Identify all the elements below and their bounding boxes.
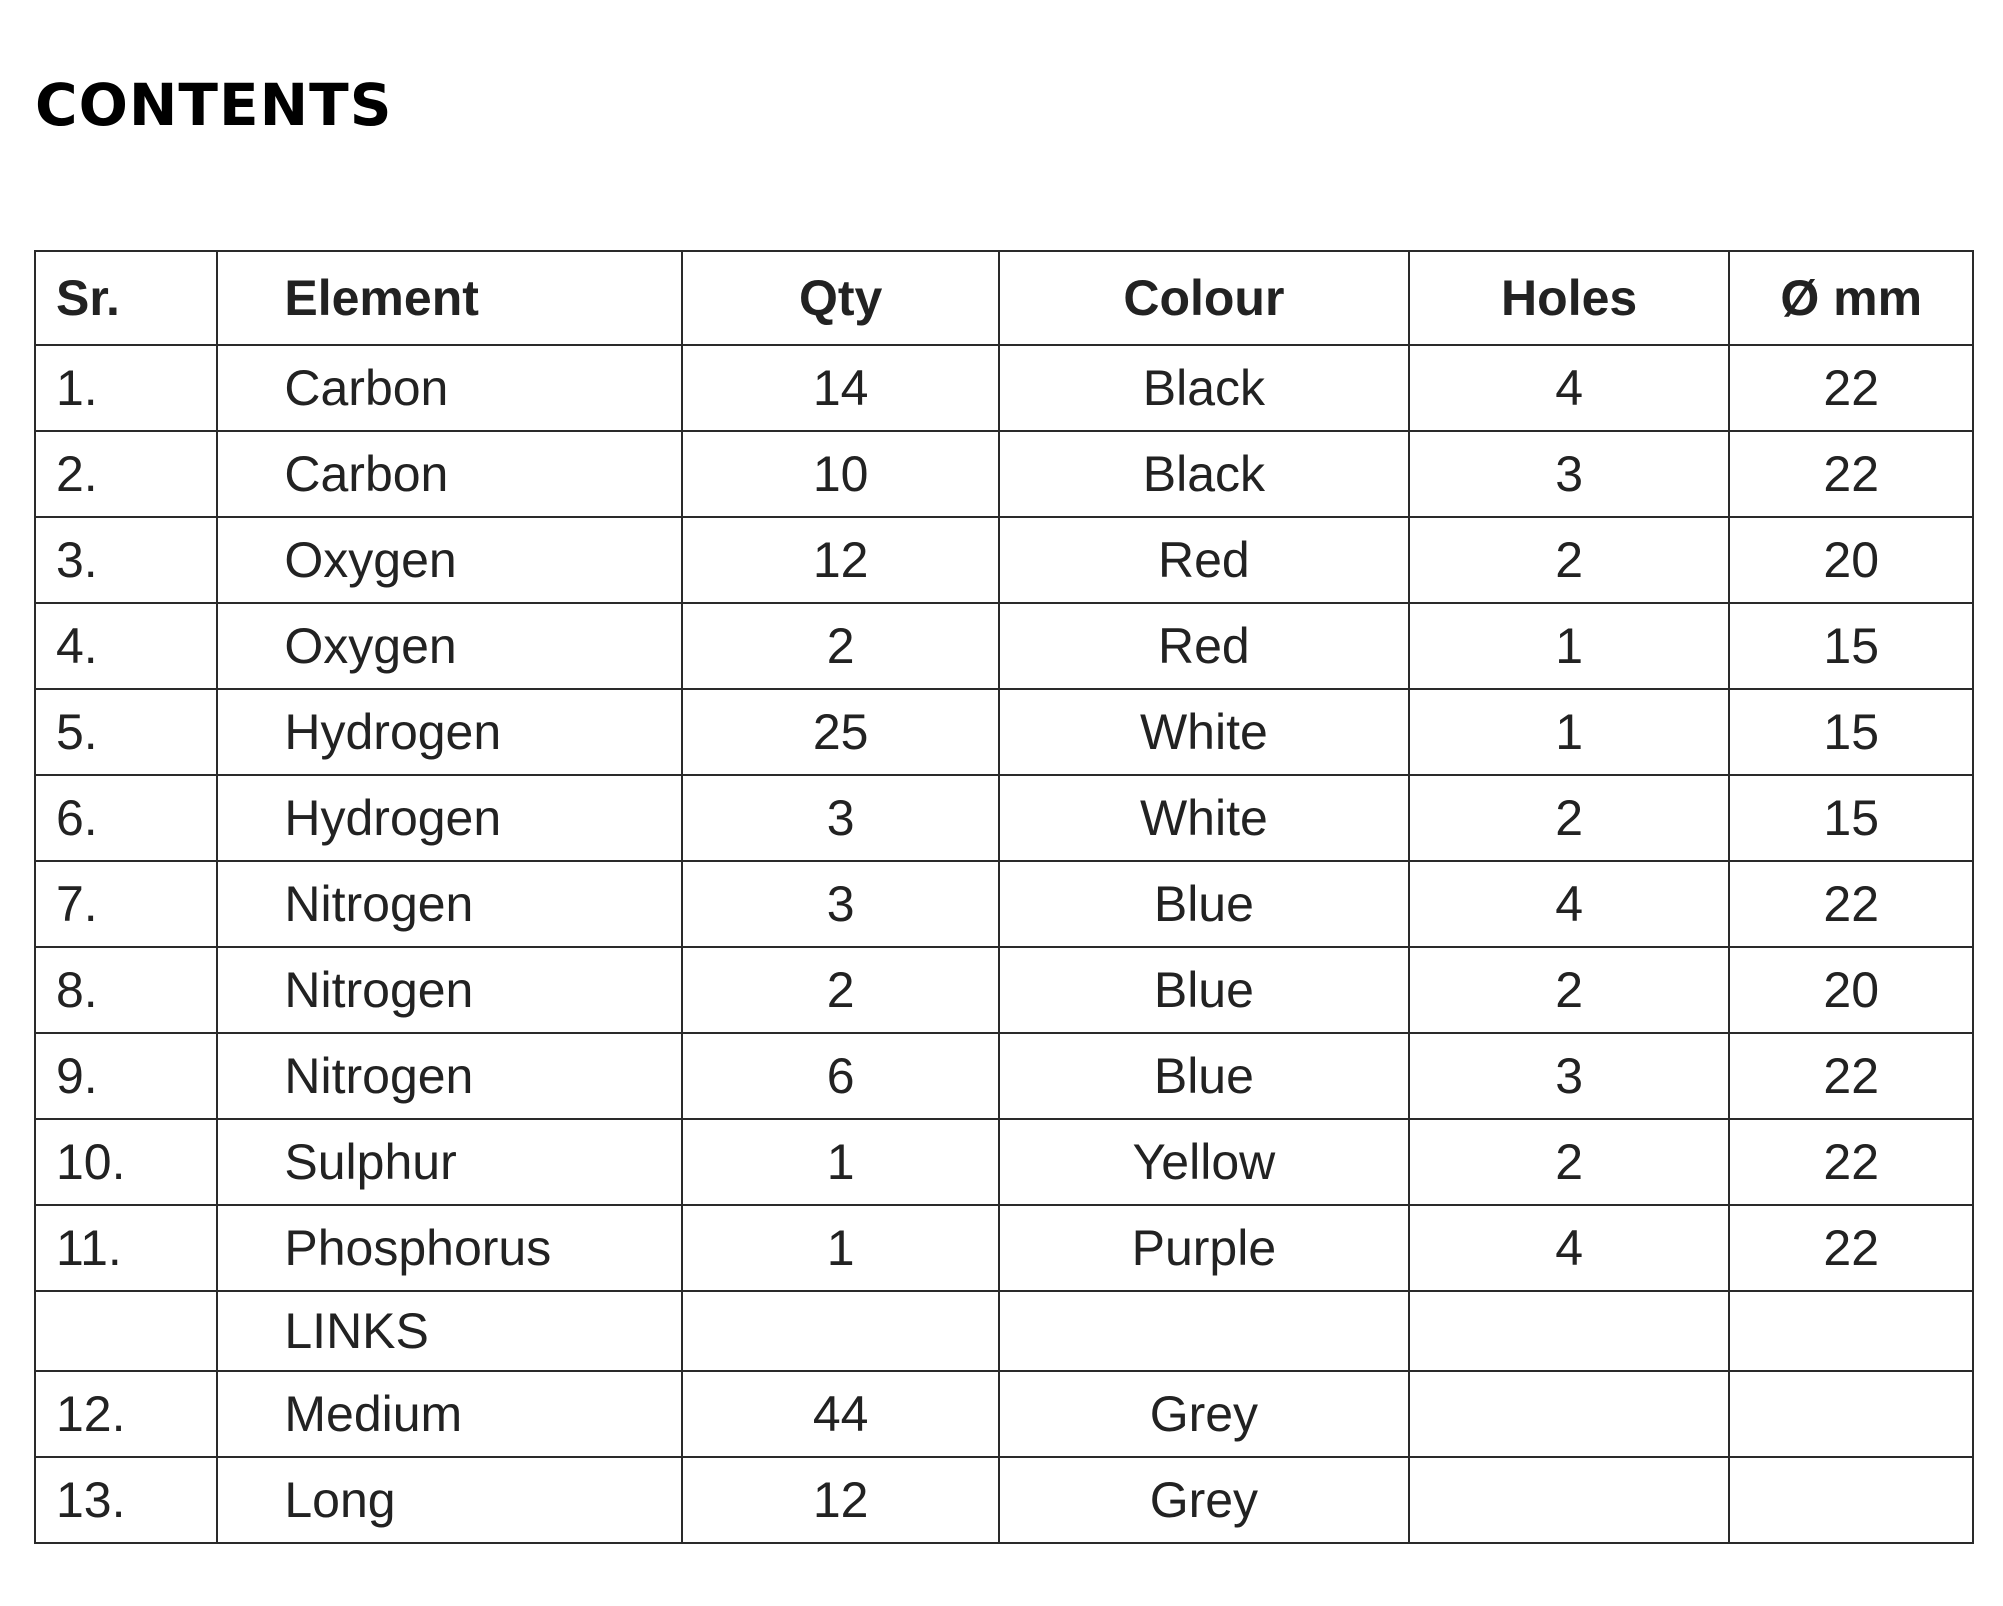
- table-row: [35, 1371, 1973, 1457]
- header-diameter: Ø mm: [1729, 251, 1973, 345]
- empty-cell: [1729, 1291, 1973, 1371]
- cell-colour: Yellow: [999, 1119, 1409, 1205]
- cell-qty: 14: [682, 345, 999, 431]
- cell-holes: 4: [1409, 861, 1730, 947]
- cell-holes: 1: [1409, 603, 1730, 689]
- header-qty: Qty: [682, 251, 999, 345]
- cell-qty: 12: [682, 517, 999, 603]
- cell-colour: Blue: [999, 1033, 1409, 1119]
- table-row: [35, 861, 1973, 947]
- table-row: [35, 689, 1973, 775]
- cell-sr: 7.: [35, 861, 217, 947]
- cell-element: Nitrogen: [217, 947, 682, 1033]
- table-row: [35, 1033, 1973, 1119]
- page-title: CONTENTS: [35, 71, 393, 139]
- table-row: [35, 775, 1973, 861]
- cell-qty: 2: [682, 603, 999, 689]
- cell-element: Oxygen: [217, 603, 682, 689]
- table-row: [35, 345, 1973, 431]
- table-row: [35, 1457, 1973, 1543]
- table-body: [35, 345, 1973, 1543]
- cell-sr: 9.: [35, 1033, 217, 1119]
- cell-element: Medium: [217, 1371, 682, 1457]
- cell-diameter: 22: [1729, 1119, 1973, 1205]
- cell-qty: 25: [682, 689, 999, 775]
- cell-sr: 12.: [35, 1371, 217, 1457]
- empty-cell: [1409, 1291, 1730, 1371]
- section-label: LINKS: [217, 1291, 682, 1371]
- table-row: [35, 1119, 1973, 1205]
- cell-element: Carbon: [217, 431, 682, 517]
- cell-diameter: 15: [1729, 603, 1973, 689]
- cell-holes: 3: [1409, 1033, 1730, 1119]
- cell-holes: 2: [1409, 1119, 1730, 1205]
- cell-diameter: 22: [1729, 861, 1973, 947]
- cell-colour: Purple: [999, 1205, 1409, 1291]
- table-row: [35, 603, 1973, 689]
- cell-qty: 3: [682, 861, 999, 947]
- cell-sr: 13.: [35, 1457, 217, 1543]
- cell-colour: Red: [999, 603, 1409, 689]
- empty-cell: [682, 1291, 999, 1371]
- cell-element: Hydrogen: [217, 689, 682, 775]
- cell-holes: 2: [1409, 947, 1730, 1033]
- cell-colour: White: [999, 775, 1409, 861]
- cell-sr: 6.: [35, 775, 217, 861]
- cell-diameter: 22: [1729, 345, 1973, 431]
- cell-qty: 10: [682, 431, 999, 517]
- cell-qty: 6: [682, 1033, 999, 1119]
- section-row-links: [35, 1291, 1973, 1371]
- cell-diameter: 15: [1729, 689, 1973, 775]
- cell-holes: [1409, 1371, 1730, 1457]
- cell-qty: 2: [682, 947, 999, 1033]
- cell-element: Phosphorus: [217, 1205, 682, 1291]
- cell-qty: 44: [682, 1371, 999, 1457]
- cell-element: Hydrogen: [217, 775, 682, 861]
- header-row: [35, 251, 1973, 345]
- cell-element: Nitrogen: [217, 861, 682, 947]
- cell-colour: Blue: [999, 947, 1409, 1033]
- cell-colour: Grey: [999, 1371, 1409, 1457]
- empty-cell: [999, 1291, 1409, 1371]
- cell-holes: 1: [1409, 689, 1730, 775]
- cell-holes: 4: [1409, 1205, 1730, 1291]
- cell-qty: 3: [682, 775, 999, 861]
- header-element: Element: [217, 251, 682, 345]
- cell-sr: 11.: [35, 1205, 217, 1291]
- cell-colour: Blue: [999, 861, 1409, 947]
- contents-table: [34, 250, 1974, 1544]
- cell-diameter: 22: [1729, 1033, 1973, 1119]
- table-row: [35, 947, 1973, 1033]
- cell-diameter: 20: [1729, 517, 1973, 603]
- cell-diameter: [1729, 1371, 1973, 1457]
- cell-sr: 4.: [35, 603, 217, 689]
- cell-qty: 1: [682, 1119, 999, 1205]
- header-colour: Colour: [999, 251, 1409, 345]
- cell-holes: [1409, 1457, 1730, 1543]
- cell-sr: 1.: [35, 345, 217, 431]
- cell-colour: Grey: [999, 1457, 1409, 1543]
- header-holes: Holes: [1409, 251, 1730, 345]
- cell-diameter: 22: [1729, 431, 1973, 517]
- cell-colour: Red: [999, 517, 1409, 603]
- cell-sr: 10.: [35, 1119, 217, 1205]
- empty-cell: [35, 1291, 217, 1371]
- cell-holes: 3: [1409, 431, 1730, 517]
- cell-qty: 1: [682, 1205, 999, 1291]
- cell-sr: 2.: [35, 431, 217, 517]
- cell-diameter: 22: [1729, 1205, 1973, 1291]
- cell-holes: 2: [1409, 775, 1730, 861]
- table-row: [35, 517, 1973, 603]
- cell-element: Sulphur: [217, 1119, 682, 1205]
- table-row: [35, 431, 1973, 517]
- cell-element: Oxygen: [217, 517, 682, 603]
- cell-diameter: 15: [1729, 775, 1973, 861]
- cell-colour: Black: [999, 345, 1409, 431]
- cell-element: Long: [217, 1457, 682, 1543]
- header-sr: Sr.: [35, 251, 217, 345]
- cell-element: Carbon: [217, 345, 682, 431]
- cell-diameter: 20: [1729, 947, 1973, 1033]
- cell-qty: 12: [682, 1457, 999, 1543]
- cell-element: Nitrogen: [217, 1033, 682, 1119]
- cell-sr: 8.: [35, 947, 217, 1033]
- cell-diameter: [1729, 1457, 1973, 1543]
- cell-sr: 3.: [35, 517, 217, 603]
- table-row: [35, 1205, 1973, 1291]
- cell-holes: 4: [1409, 345, 1730, 431]
- cell-sr: 5.: [35, 689, 217, 775]
- cell-holes: 2: [1409, 517, 1730, 603]
- cell-colour: Black: [999, 431, 1409, 517]
- cell-colour: White: [999, 689, 1409, 775]
